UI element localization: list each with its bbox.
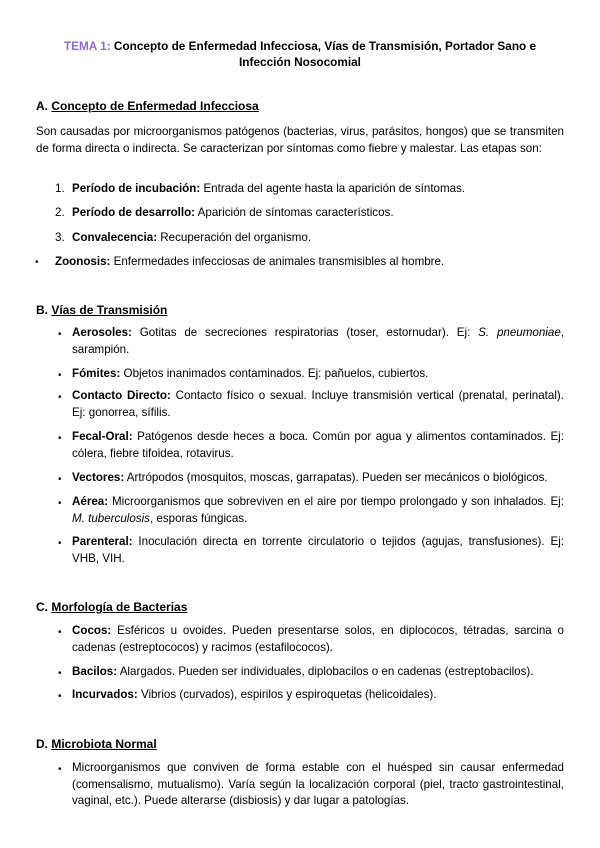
item-text-tail: , esporas fúngicas. xyxy=(149,511,248,525)
morphology-item xyxy=(72,623,564,656)
bullet-icon: • xyxy=(58,474,62,485)
bullet-icon: • xyxy=(58,370,62,381)
tema-label: TEMA 1: xyxy=(63,39,111,53)
stage-number: 3. xyxy=(55,231,65,244)
microbiota-item: Microorganismos que conviven de forma estable con el huésped sin causar enfermedad (comensalismo, mutualismo). Varía según la localización corporal (piel, tracto gastrointestinal, vaginal, etc.). Puede alterarse (disbiosis) y dar lugar a patologías. xyxy=(72,761,564,807)
title-line-2: Infección Nosocomial xyxy=(239,55,361,69)
section-a-intro: Son causadas por microorganismos patógenos (bacterias, virus, parásitos, hongos) que se transmiten de forma directa o indirecta. Se caracterizan por síntomas como fiebre y malestar. Las etapas son: xyxy=(36,125,564,155)
item-text: Alargados. Pueden ser individuales, diplobacilos o en cadenas (estreptobacilos). xyxy=(119,665,534,678)
bullet-icon: • xyxy=(58,668,62,679)
stage-text: Aparición de síntomas característicos. xyxy=(197,206,394,219)
zoonosis-term: Zoonosis: xyxy=(55,255,111,268)
item-italic: M. tuberculosis xyxy=(72,511,150,525)
bullet-icon: • xyxy=(58,764,62,775)
stage-term: Período de incubación: xyxy=(72,182,201,195)
section-c-letter: C. xyxy=(36,600,48,614)
item-term: Aerosoles: xyxy=(72,326,132,339)
bullet-icon: • xyxy=(35,257,39,268)
stage-term: Convalecencia: xyxy=(72,231,158,244)
transmission-item xyxy=(72,325,564,358)
section-d-heading xyxy=(36,736,157,753)
item-text: Patógenos desde heces a boca. Común por agua y alimentos contaminados. Ej: cólera, fiebre tifoidea, rotavirus. xyxy=(72,430,564,460)
bullet-icon: • xyxy=(58,392,62,403)
section-b-title: Vías de Transmisión xyxy=(51,303,168,317)
transmission-item xyxy=(72,470,564,487)
stage-number: 2. xyxy=(55,206,65,219)
item-text-tail: , sarampión. xyxy=(72,326,564,356)
item-term: Aérea: xyxy=(72,495,109,508)
stage-term: Período de desarrollo: xyxy=(72,206,196,219)
item-text: Microorganismos que sobreviven en el aire por tiempo prolongado y son inhalados. Ej: xyxy=(111,495,564,508)
stage-text: Recuperación del organismo. xyxy=(160,231,312,244)
bullet-icon: • xyxy=(58,691,62,702)
section-a-title: Concepto de Enfermedad Infecciosa xyxy=(51,99,259,113)
item-term: Fómites: xyxy=(72,367,121,380)
transmission-item xyxy=(72,366,564,383)
title-line-1: Concepto de Enfermedad Infecciosa, Vías de Transmisión, Portador Sano e xyxy=(113,39,537,53)
page-title xyxy=(40,38,560,70)
stage-item xyxy=(55,230,564,247)
section-c-title: Morfología de Bacterias xyxy=(51,600,188,614)
bullet-icon: • xyxy=(58,538,62,549)
item-text: Vibrios (curvados), espirilos y espiroquetas (helicoidales). xyxy=(140,688,437,701)
item-text: Artrópodos (mosquitos, moscas, garrapatas). Pueden ser mecánicos o biológicos. xyxy=(126,471,548,484)
item-text: Objetos inanimados contaminados. Ej: pañuelos, cubiertos. xyxy=(123,367,429,380)
bullet-icon: • xyxy=(58,433,62,444)
item-term: Incurvados: xyxy=(72,688,138,701)
morphology-item xyxy=(72,664,564,681)
morphology-item xyxy=(72,687,564,704)
item-term: Fecal-Oral: xyxy=(72,430,133,443)
bullet-icon: • xyxy=(58,627,62,638)
transmission-item xyxy=(72,494,564,527)
zoonosis-text: Enfermedades infecciosas de animales transmisibles al hombre. xyxy=(113,255,445,268)
bullet-icon: • xyxy=(58,498,62,509)
section-c-heading xyxy=(36,599,187,616)
stage-number: 1. xyxy=(55,182,65,195)
item-term: Cocos: xyxy=(72,624,112,637)
zoonosis-item xyxy=(55,254,564,271)
transmission-item xyxy=(72,429,564,462)
stage-text: Entrada del agente hasta la aparición de síntomas. xyxy=(203,182,466,195)
item-text: Gotitas de secreciones respiratorias (toser, estornudar). Ej: xyxy=(139,326,471,339)
bullet-icon: • xyxy=(58,329,62,340)
item-text: Inoculación directa en torrente circulatorio o tejidos (agujas, transfusiones). Ej: VHB, VIH. xyxy=(72,535,564,565)
section-d-title: Microbiota Normal xyxy=(51,737,157,751)
stage-item xyxy=(55,181,564,198)
item-term: Bacilos: xyxy=(72,665,118,678)
section-b-heading xyxy=(36,302,167,319)
item-italic: S. pneumoniae xyxy=(478,326,561,339)
section-b-letter: B. xyxy=(36,303,48,317)
item-term: Contacto Directo: xyxy=(72,389,171,402)
transmission-item xyxy=(72,388,564,421)
stage-item xyxy=(55,205,564,222)
section-a-letter: A. xyxy=(36,99,48,113)
transmission-item xyxy=(72,534,564,567)
section-a-heading xyxy=(36,98,259,115)
item-text: Contacto físico o sexual. Incluye transmisión vertical (prenatal, perinatal). Ej: gonorrea, sífilis. xyxy=(72,389,564,419)
item-text: Esféricos u ovoides. Pueden presentarse solos, en diplococos, tétradas, sarcina o cadenas (estreptococos) y racimos (estafilococos). xyxy=(72,624,564,654)
section-d-letter: D. xyxy=(36,737,48,751)
item-term: Vectores: xyxy=(72,471,125,484)
item-term: Parenteral: xyxy=(72,535,133,548)
